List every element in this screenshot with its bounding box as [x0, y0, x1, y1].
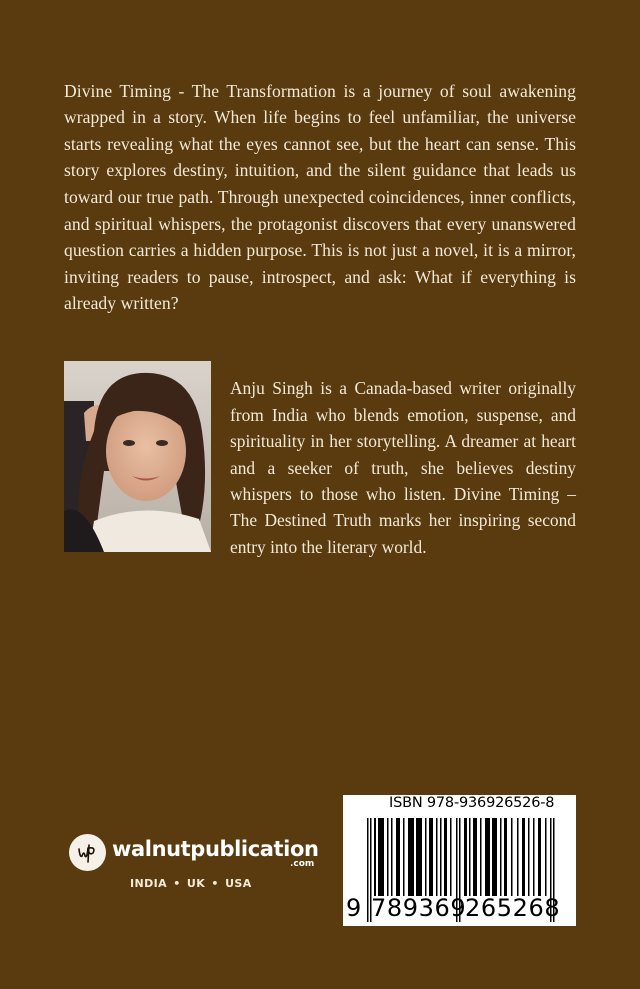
publisher-logo [68, 833, 328, 893]
author-portrait-image [64, 361, 211, 552]
isbn-barcode [343, 795, 576, 926]
barcode-digits-right: 265268 [465, 894, 561, 922]
publisher-domain: .com [290, 859, 315, 869]
publisher-regions: INDIA • UK • USA [130, 877, 252, 890]
author-photo [64, 361, 211, 552]
barcode-lead-digit: 9 [346, 894, 362, 922]
isbn-label: ISBN 978-936926526-8 [389, 795, 555, 811]
barcode-digits-left: 789369 [371, 894, 467, 922]
publisher-name: walnutpublication [112, 837, 319, 861]
author-bio: Anju Singh is a Canada-based writer originally from India who blends emotion, suspense, and spirituality in her storytelling. A dreamer at heart and a seeker of truth, she believes destiny whispers to those who listen. Divine Timing – The Destined Truth marks her inspiring second entry into the literary world. [230, 378, 576, 557]
book-synopsis: Divine Timing - The Transformation is a journey of soul awakening wrapped in a story. When life begins to feel unfamiliar, the universe starts revealing what the eyes cannot see, but the heart can sense. This story explores destiny, intuition, and the silent guidance that leads us toward our true path. Through unexpected coincidences, inner conflicts, and spiritual whispers, the protagonist discovers that every unanswered question carries a hidden purpose. This is not just a novel, it is a mirror, inviting readers to pause, introspect, and ask: What if everything is already written? [64, 80, 576, 314]
walnut-monogram-icon [69, 834, 106, 871]
